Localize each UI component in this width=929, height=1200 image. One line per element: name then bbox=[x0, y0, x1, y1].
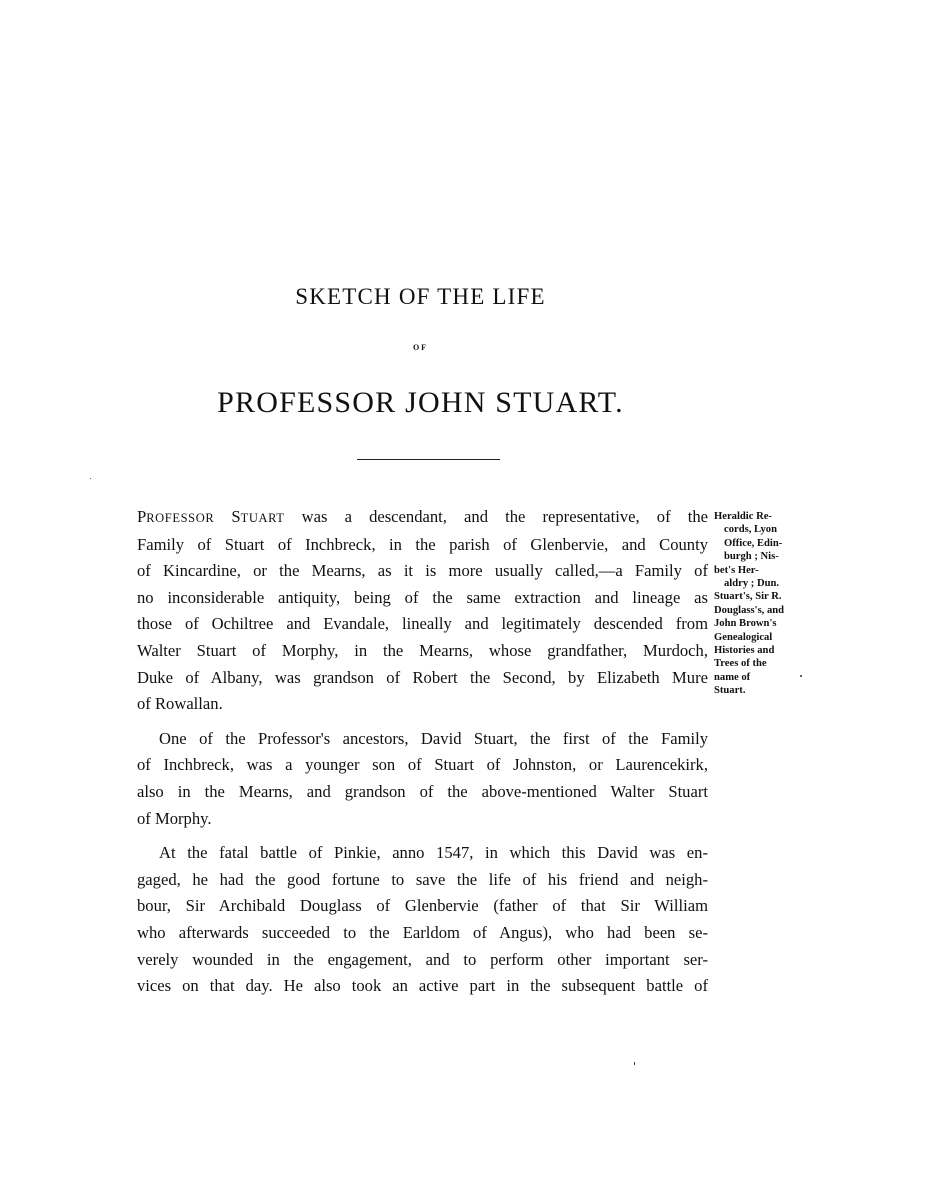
paragraph-2-line-1: One of the Professor's ancestors, David Stuart, the first of the Family bbox=[159, 728, 708, 748]
paragraph-2-line-3: also in the Mearns, and grandson of the above-mentioned Walter Stuart bbox=[137, 781, 708, 801]
sidenote-line: Trees of the bbox=[714, 658, 767, 670]
paragraph-1-line-5: those of Ochiltree and Evandale, lineally and legitimately descended from bbox=[137, 614, 708, 634]
paragraph-1-line-4: no inconsiderable antiquity, being of the same extraction and lineage as bbox=[137, 587, 708, 607]
paragraph-3-line-2: gaged, he had the good fortune to save the life of his friend and neigh- bbox=[137, 869, 708, 889]
small-caps-initial: P bbox=[137, 507, 147, 526]
sidenote-line: Genealogical bbox=[714, 631, 773, 643]
paragraph-3-line-3: bour, Sir Archibald Douglass of Glenbervie (father of that Sir William bbox=[137, 896, 708, 916]
paragraph-1-line-2: Family of Stuart of Inchbreck, in the parish of Glenbervie, and County bbox=[137, 534, 708, 554]
sidenote-line: aldry ; Dun. bbox=[724, 578, 780, 590]
title-connector: OF bbox=[412, 343, 429, 352]
sidenote-line: Stuart's, Sir R. bbox=[714, 591, 782, 603]
sidenote-line: Histories and bbox=[714, 645, 775, 657]
paragraph-3 bbox=[137, 840, 708, 1000]
paragraph-2 bbox=[137, 726, 708, 832]
small-caps-text: ROFESSOR bbox=[146, 511, 215, 525]
sidenote-line: Stuart. bbox=[714, 685, 746, 697]
paper-speck bbox=[634, 1062, 635, 1065]
paragraph-1-line-1 bbox=[137, 504, 708, 532]
small-caps-text: TUART bbox=[240, 511, 285, 525]
paragraph-3-line-6: vices on that day. He also took an active part in the subsequent battle of bbox=[137, 976, 708, 996]
paragraph-1-line-3: of Kincardine, or the Mearns, as it is more usually called,—a Family of bbox=[137, 561, 708, 581]
sidenote-line: cords, Lyon bbox=[724, 524, 777, 536]
small-caps-initial: S bbox=[231, 507, 241, 526]
paragraph-1-line-6: Walter Stuart of Morphy, in the Mearns, whose grandfather, Murdoch, bbox=[137, 640, 708, 660]
sidenote-line: John Brown's bbox=[714, 618, 777, 630]
paragraph-2-line-2: of Inchbreck, was a younger son of Stuart of Johnston, or Laurencekirk, bbox=[137, 755, 708, 775]
paragraph-3-line-1: At the fatal battle of Pinkie, anno 1547, in which this David was en- bbox=[159, 843, 708, 863]
body-text bbox=[137, 504, 708, 1008]
paragraph-1-line-7: Duke of Albany, was grandson of Robert the Second, by Elizabeth Mure bbox=[137, 667, 708, 687]
paragraph-1 bbox=[137, 504, 708, 718]
sidenote-line: bet's Her- bbox=[714, 564, 759, 576]
paragraph-1-line-8: of Rowallan. bbox=[137, 694, 223, 714]
paper-speck bbox=[800, 675, 802, 677]
sidenote-line: Douglass's, and bbox=[714, 604, 785, 616]
paragraph-3-line-5: verely wounded in the engagement, and to perform other important ser- bbox=[137, 949, 708, 969]
paragraph-3-line-4: who afterwards succeeded to the Earldom of Angus), who had been se- bbox=[137, 922, 708, 942]
sidenote-line: burgh ; Nis- bbox=[724, 551, 779, 563]
title-divider-rule bbox=[357, 459, 500, 460]
paragraph-2-line-4: of Morphy. bbox=[137, 808, 212, 828]
sidenote-line: name of bbox=[714, 671, 751, 683]
margin-sidenote bbox=[714, 510, 804, 698]
page-title: SKETCH OF THE LIFE bbox=[295, 284, 546, 309]
sidenote-line: Heraldic Re- bbox=[714, 511, 772, 522]
page-subtitle: PROFESSOR JOHN STUART. bbox=[217, 386, 624, 419]
text-line: was a descendant, and the representative, of the bbox=[301, 507, 709, 526]
sidenote-line: Office, Edin- bbox=[724, 537, 783, 549]
paper-speck bbox=[90, 478, 91, 479]
